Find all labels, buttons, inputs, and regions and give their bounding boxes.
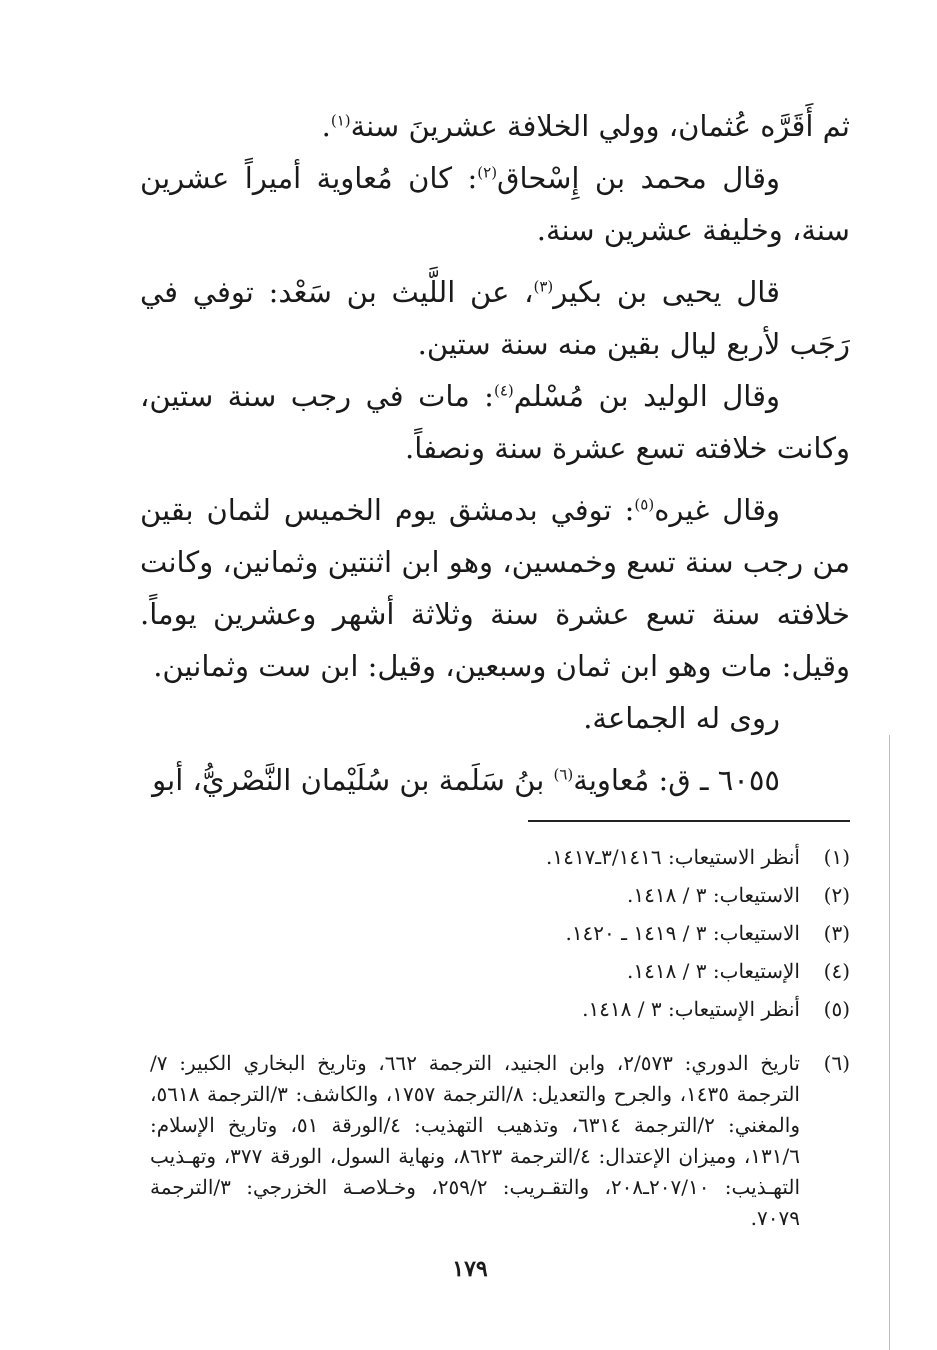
main-text (140, 100, 850, 806)
footnote-number: (٢) (823, 883, 850, 907)
footnote-text: أنظر الإستيعاب: ٣ / ١٤١٨. (582, 997, 800, 1021)
footnote (150, 876, 850, 914)
paragraph-text: قال يحيى بن بكير (553, 275, 780, 309)
footnote-text: الاستيعاب: ٣ / ١٤١٨. (627, 883, 800, 907)
footnote-text: الاستيعاب: ٣ / ١٤١٩ ـ ١٤٢٠. (565, 921, 800, 945)
footnote-ref: (٦) (553, 765, 574, 784)
paragraph-text: وقال محمد بن إِسْحاق (497, 161, 780, 195)
paragraph (140, 100, 850, 152)
footnote (150, 914, 850, 952)
paragraph-text: ، عن اللَّيث بن سَعْد: توفي في رَجَب لأربع ليال بقين منه سنة ستين. (140, 275, 850, 361)
page-number: ١٧٩ (452, 1256, 488, 1282)
paragraph (140, 266, 850, 370)
footnote (150, 838, 850, 876)
footnote-number: (٣) (823, 921, 850, 945)
paragraph-text: ٦٠٥٥ ـ ق: مُعاوية (573, 763, 780, 797)
paragraph-text: روى له الجماعة. (583, 701, 780, 735)
footnote (150, 1048, 850, 1234)
paragraph (140, 754, 850, 806)
paragraph-text: وقال غيره (654, 493, 780, 527)
footnote (150, 952, 850, 990)
footnote-ref: (٤) (493, 381, 514, 400)
footnote-number: (١) (823, 845, 850, 869)
page-edge-line (889, 735, 890, 1350)
footnote-separator (528, 820, 850, 822)
paragraph-text: . (321, 109, 331, 143)
paragraph-text: : توفي بدمشق يوم الخميس لثمان بقين من رجب سنة تسع وخمسين، وهو ابن اثنتين وثمانين، وكانت خلافته سنة تسع عشرة سنة وثلاثة أشهر وعشرين يوماً. وقيل: مات وهو ابن ثمان وسبعين، وقيل: ابن ست وثمانين. (140, 493, 850, 683)
footnote-text: الإستيعاب: ٣ / ١٤١٨. (627, 959, 800, 983)
paragraph-text: : كان مُعاوية أميراً عشرين سنة، وخليفة عشرين سنة. (140, 161, 850, 247)
footnote-number: (٤) (823, 959, 850, 983)
footnote-number: (٥) (823, 997, 850, 1021)
footnote-ref: (١) (330, 111, 351, 130)
footnote-ref: (٥) (634, 495, 655, 514)
footnote-number: (٦) (823, 1051, 850, 1075)
paragraph-text: : مات في رجب سنة ستين، وكانت خلافته تسع عشرة سنة ونصفاً. (140, 379, 850, 465)
paragraph (140, 370, 850, 474)
paragraph (140, 484, 850, 692)
footnote-ref: (٣) (533, 277, 554, 296)
footnotes (150, 838, 850, 1234)
paragraph (140, 152, 850, 256)
paragraph (140, 692, 850, 744)
paragraph-text: ثم أَقَرَّه عُثمان، وولي الخلافة عشرينَ سنة (350, 109, 850, 143)
paragraph-text: وقال الوليد بن مُسْلم (513, 379, 780, 413)
footnote-ref: (٢) (477, 163, 498, 182)
footnote (150, 990, 850, 1028)
paragraph-text: بنُ سَلَمة بن سُلَيْمان النَّصْريُّ، أبو (152, 763, 554, 797)
footnote-text: تاريخ الدوري: ٢/٥٧٣، وابن الجنيد، الترجمة ٦٦٢، وتاريخ البخاري الكبير: ٧/الترجمة ١٤٣٥، والجرح والتعديل: ٨/الترجمة ١٧٥٧، والكاشف: ٣/الترجمة ٥٦١٨، والمغني: ٢/الترجمة ٦٣١٤، وتذهيب التهذيب: ٤/الورقة ٥١، وتاريخ الإسلام: ١٣١/٦، وميزان الإعتدال: ٤/الترجمة ٨٦٢٣، ونهاية السول، الورقة ٣٧٧، وتهـذيب التهـذيب: ٢٠٧/١٠ـ٢٠٨، والتقـريب: ٢٥٩/٢، وخـلاصـة الخزرجي: ٣/الترجمة ٧٠٧٩. (150, 1051, 800, 1230)
footnote-text: أنظر الاستيعاب: ٣/١٤١٦ـ١٤١٧. (545, 845, 800, 869)
